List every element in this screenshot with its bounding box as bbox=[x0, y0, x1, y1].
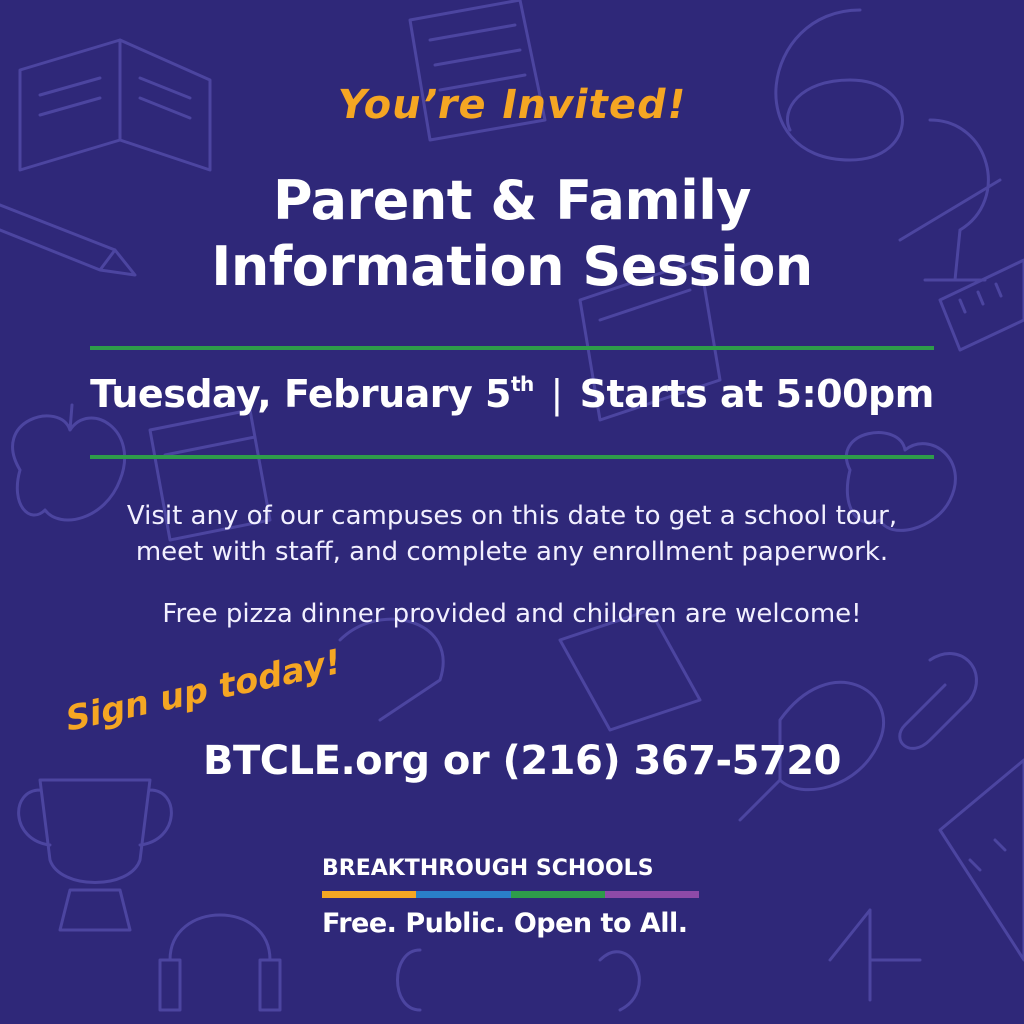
event-description bbox=[70, 498, 954, 570]
separator: | bbox=[550, 372, 563, 416]
page-title bbox=[0, 168, 1024, 300]
stripe-segment bbox=[416, 891, 510, 898]
stripe-segment bbox=[322, 891, 416, 898]
stripe-segment bbox=[605, 891, 699, 898]
divider-bottom bbox=[90, 455, 934, 459]
invite-heading: You’re Invited! bbox=[333, 82, 691, 128]
brand-block bbox=[322, 856, 700, 939]
brand-color-stripe bbox=[322, 891, 699, 898]
event-perks: Free pizza dinner provided and children are welcome! bbox=[162, 599, 862, 629]
trophy-doodle bbox=[19, 780, 172, 930]
date-suffix: th bbox=[510, 372, 534, 396]
event-time: Starts at 5:00pm bbox=[579, 372, 934, 416]
event-date: Tuesday, February 5 bbox=[90, 372, 511, 416]
title-line-2: Information Session bbox=[211, 235, 813, 298]
title-line-1: Parent & Family bbox=[273, 169, 751, 232]
brand-logo-text: BREAKTHROUGH SCHOOLS bbox=[322, 856, 654, 881]
divider-top bbox=[90, 346, 934, 350]
signup-callout: Sign up today! bbox=[66, 641, 341, 741]
contact-info[interactable]: BTCLE.org or (216) 367-5720 bbox=[203, 738, 841, 784]
description-line-1: Visit any of our campuses on this date to get a school tour, bbox=[126, 501, 898, 531]
clip-doodle bbox=[900, 654, 977, 749]
event-date-time bbox=[0, 372, 1024, 416]
description-line-2: meet with staff, and complete any enrollment paperwork. bbox=[135, 537, 889, 567]
brand-tagline: Free. Public. Open to All. bbox=[322, 908, 688, 939]
stripe-segment bbox=[511, 891, 605, 898]
